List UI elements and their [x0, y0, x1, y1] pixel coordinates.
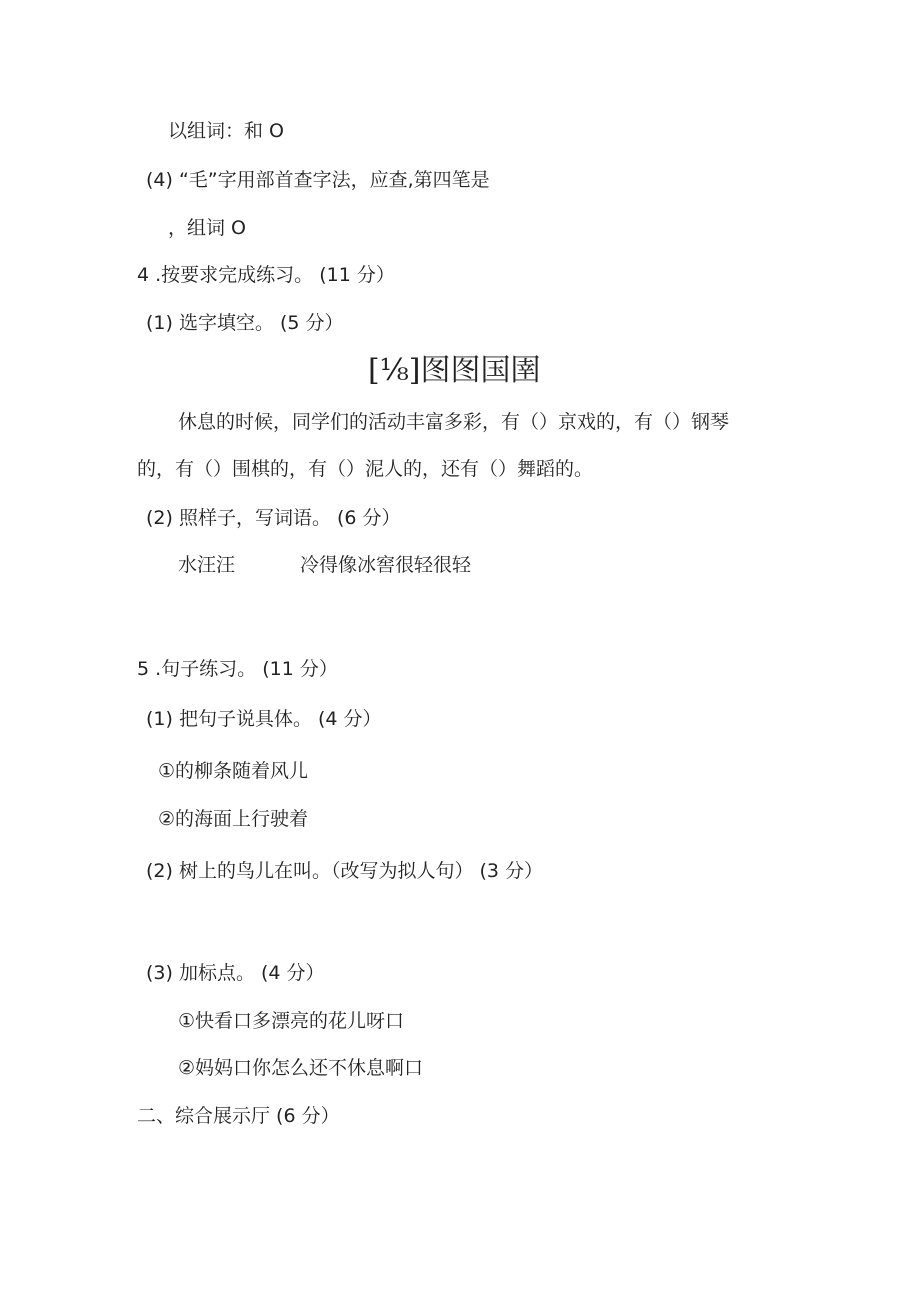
paragraph-line-2: 的，有（）围棋的，有（）泥人的，还有（）舞蹈的。	[137, 458, 594, 480]
character-choices: [⅛]图图国圉	[368, 353, 541, 388]
question-1-fill-characters: (1) 选字填空。 (5 分）	[146, 312, 344, 334]
line-word-group-2: ，组词 O	[168, 217, 246, 239]
section-4-heading: 4 .按要求完成练习。 (11 分）	[137, 264, 395, 286]
example-word-2: 冷得像冰窖很轻很轻	[300, 554, 472, 576]
punctuation-item-2: ②妈妈口你怎么还不休息啊口	[178, 1057, 424, 1079]
question-4-mao-radical: (4) “毛”字用部首查字法，应查,第四笔是	[146, 169, 490, 191]
section-5-heading: 5 .句子练习。 (11 分）	[137, 658, 338, 680]
question-3-punctuation: (3) 加标点。 (4 分）	[146, 962, 325, 984]
question-2-write-words: (2) 照样子，写词语。 (6 分）	[146, 507, 401, 529]
question-1-expand-sentence: (1) 把句子说具体。 (4 分）	[146, 708, 382, 730]
sentence-item-1: ①的柳条随着风儿	[158, 760, 309, 782]
sentence-item-2: ②的海面上行驶着	[158, 808, 309, 830]
paragraph-line-1: 休息的时候，同学们的活动丰富多彩，有（）京戏的，有（）钢琴	[178, 411, 730, 433]
punctuation-item-1: ①快看口多漂亮的花儿呀口	[178, 1010, 405, 1032]
question-2-personification: (2) 树上的鸟儿在叫。（改写为拟人句） (3 分）	[146, 860, 544, 882]
example-word-1: 水汪汪	[178, 554, 236, 576]
line-word-group: 以组词：和 O	[168, 120, 284, 142]
part-2-heading: 二、综合展示厅 (6 分）	[137, 1105, 340, 1127]
